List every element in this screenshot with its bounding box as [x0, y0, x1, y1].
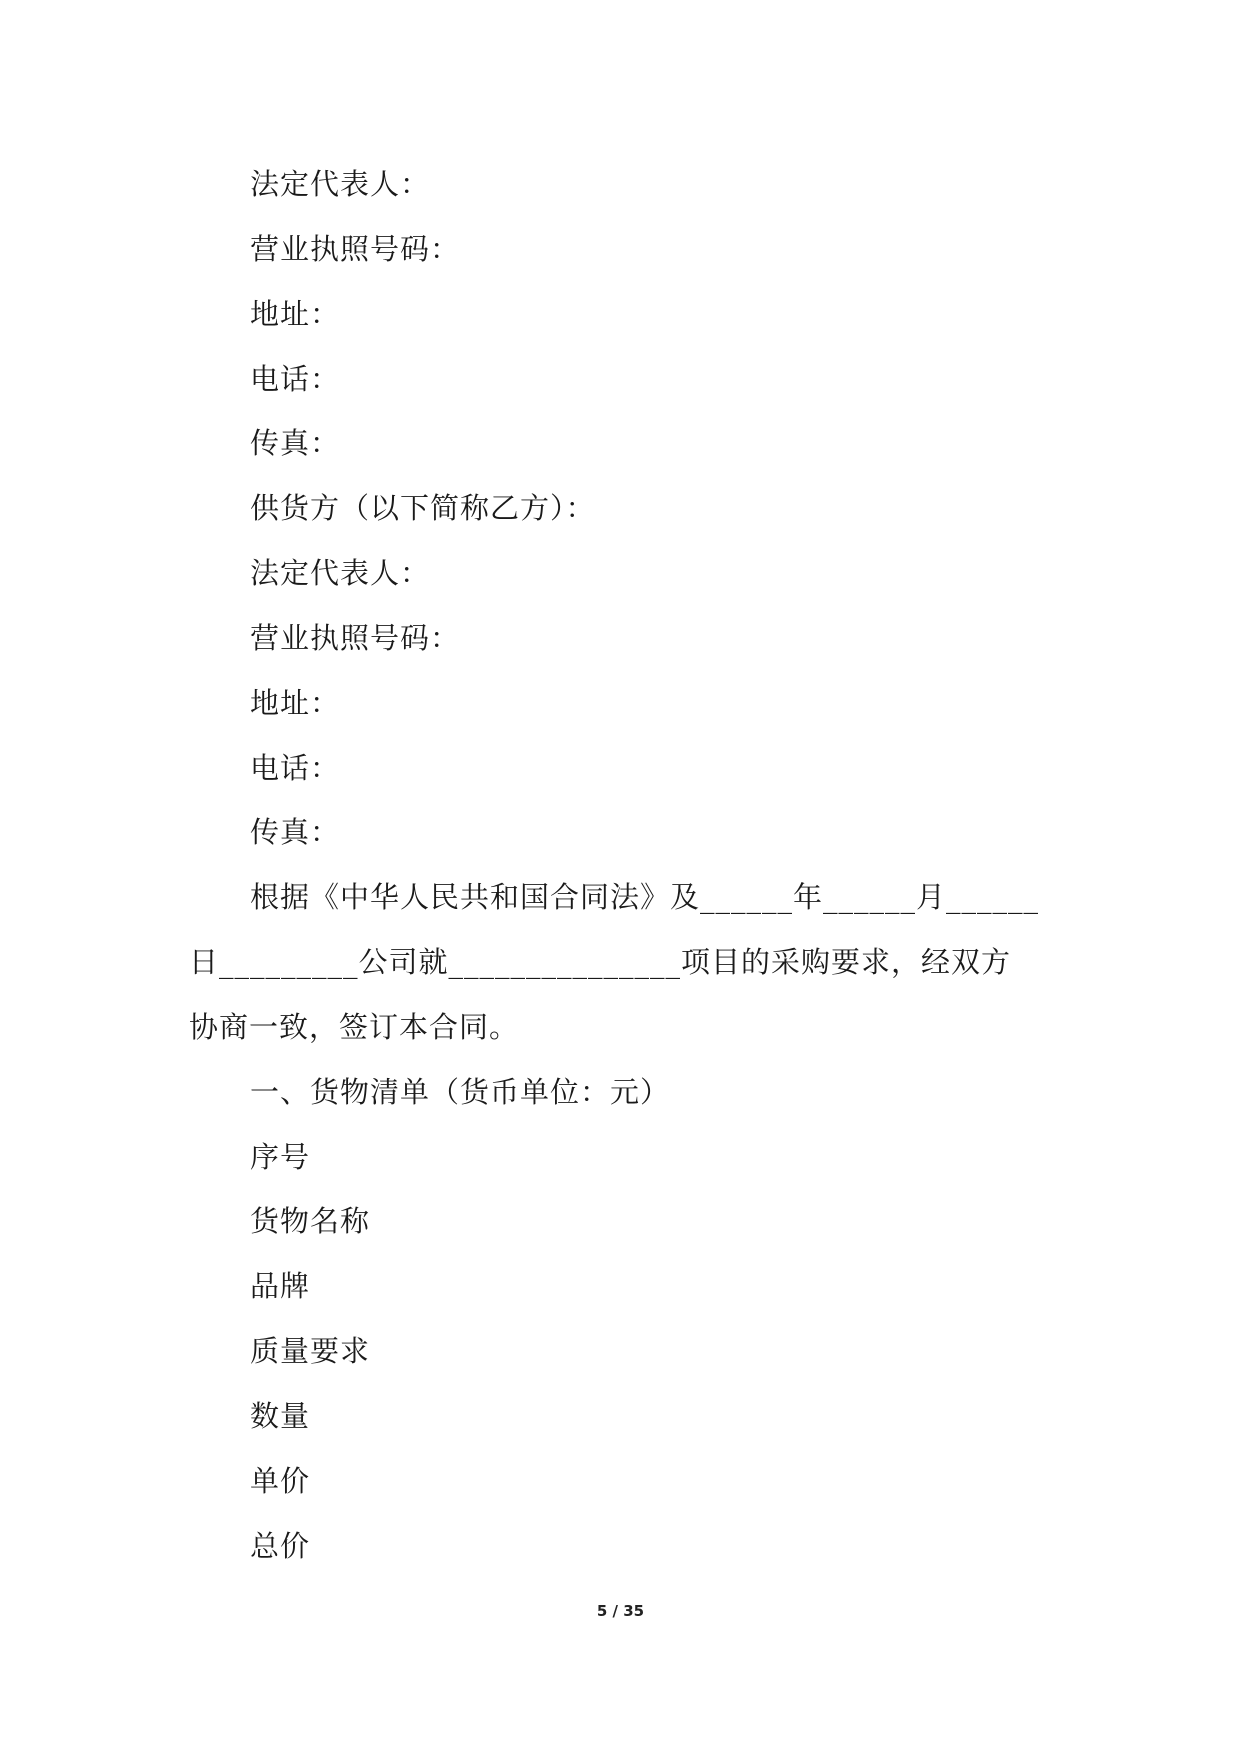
contract-basis-line-1: 根据《中华人民共和国合同法》及______年______月______: [250, 880, 1040, 914]
party-a-address: 地址：: [250, 297, 341, 331]
party-a-legal-representative: 法定代表人：: [250, 167, 431, 201]
goods-list-heading: 一、货物清单（货币单位：元）: [250, 1075, 671, 1109]
column-goods-name: 货物名称: [250, 1204, 371, 1238]
party-a-business-license: 营业执照号码：: [250, 232, 461, 266]
column-quantity: 数量: [250, 1399, 311, 1433]
party-b-fax: 传真：: [250, 815, 341, 849]
party-a-fax: 传真：: [250, 426, 341, 460]
column-unit-price: 单价: [250, 1464, 311, 1498]
column-brand: 品牌: [250, 1269, 311, 1303]
party-b-address: 地址：: [250, 686, 341, 720]
contract-basis-line-3: 协商一致，签订本合同。: [189, 1010, 520, 1044]
party-a-phone: 电话：: [250, 362, 341, 396]
column-serial-number: 序号: [250, 1140, 311, 1174]
contract-basis-line-2: 日_________公司就_______________项目的采购要求，经双方: [189, 945, 1012, 979]
column-quality-requirement: 质量要求: [250, 1334, 371, 1368]
supplier-heading: 供货方（以下简称乙方）：: [250, 491, 596, 525]
party-b-phone: 电话：: [250, 751, 341, 785]
column-total-price: 总价: [250, 1529, 311, 1563]
page-number: 5 / 35: [596, 1602, 645, 1620]
party-b-legal-representative: 法定代表人：: [250, 556, 431, 590]
party-b-business-license: 营业执照号码：: [250, 621, 461, 655]
